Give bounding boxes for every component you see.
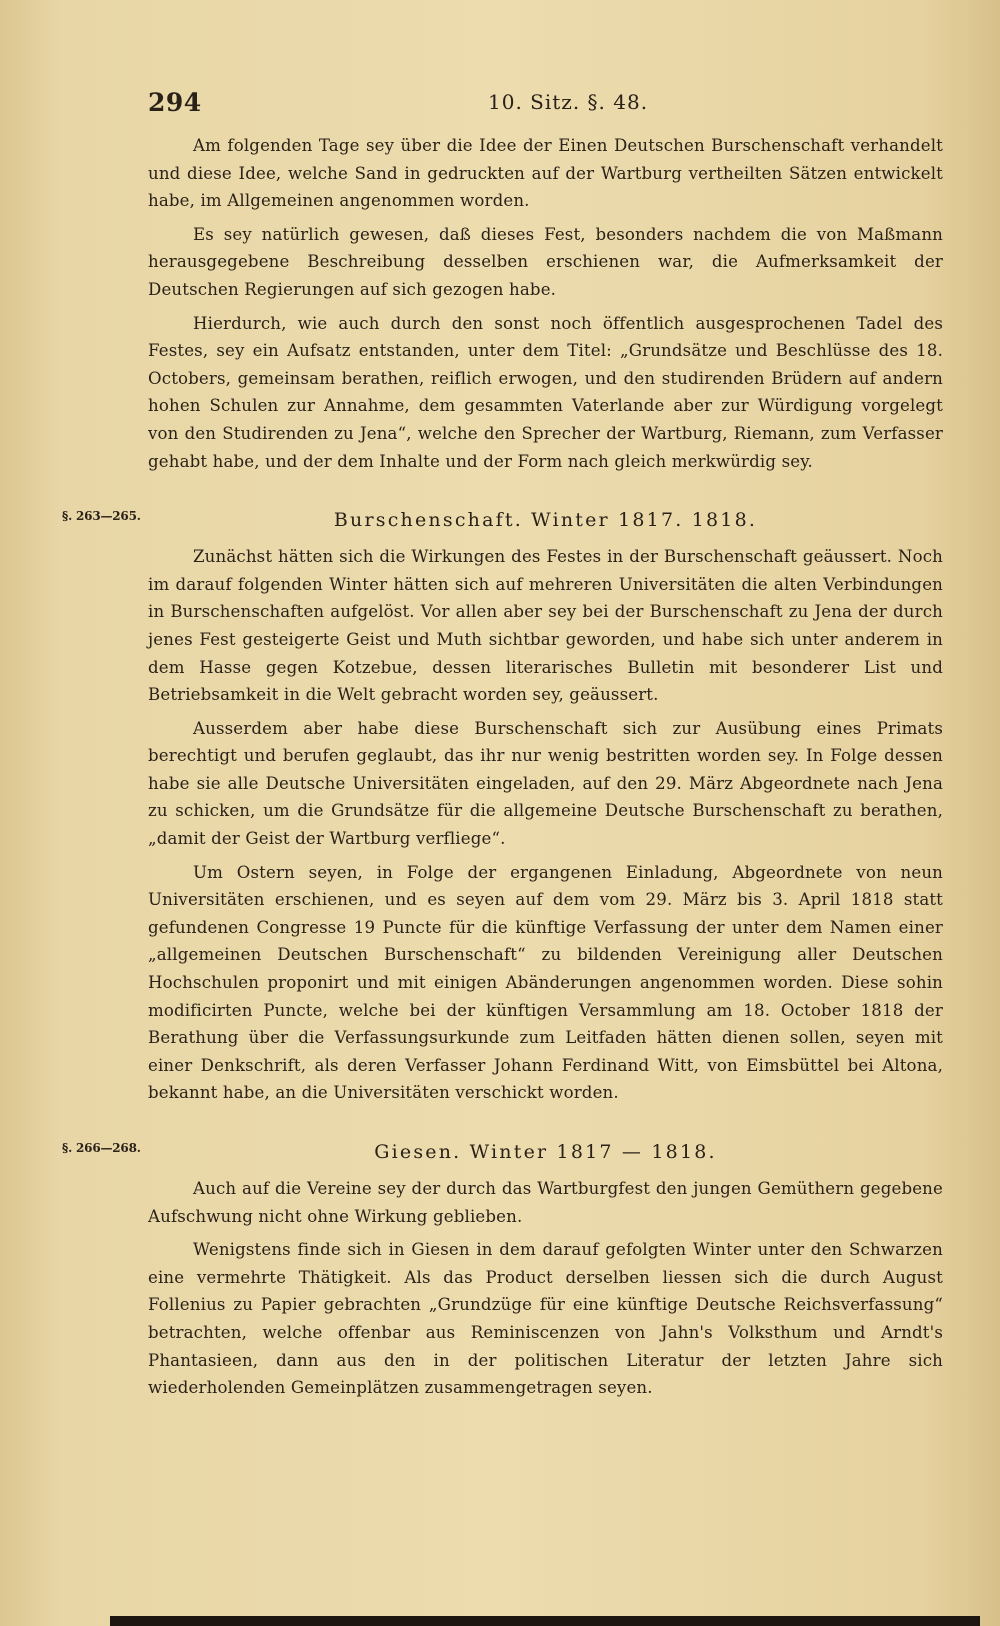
section-heading <box>62 1135 943 1169</box>
body-text <box>62 132 943 1408</box>
section-title: Burschenschaft. Winter 1817. 1818. <box>333 509 758 532</box>
paragraph: Zunächst hätten sich die Wirkungen des Festes in der Burschenschaft geäussert. Noch im darauf folgenden Winter hätten sich auf mehreren Universitäten die alten Verbindungen in Burschenschaften aufgelöst. Vor allen aber sey bei der Burschenschaft zu Jena der durch jenes Fest gesteigerte Geist und Muth sichtbar geworden, und habe sich unter anderem in dem Hasse gegen Kotzebue, dessen literarisches Bulletin mit besonderer List und Betriebsamkeit in die Welt gebracht worden sey, geäussert. <box>148 547 943 705</box>
paragraph: Es sey natürlich gewesen, daß dieses Fest, besonders nachdem die von Maßmann herausgegebene Beschreibung desselben erschienen war, die Aufmerksamkeit der Deutschen Regierungen auf sich gezogen habe. <box>148 224 943 299</box>
paragraph: Ausserdem aber habe diese Burschenschaft sich zur Ausübung eines Primats berechtigt und berufen geglaubt, das ihr nur wenig bestritten worden sey. In Folge dessen habe sie alle Deutsche Universitäten eingeladen, auf den 29. März Abgeordnete nach Jena zu schicken, um die Grundsätze für die allgemeine Deutsche Burschenschaft zu berathen, „damit der Geist der Wartburg verfliege“. <box>148 718 943 849</box>
scan-edge-shadow <box>110 1616 980 1626</box>
page-number: 294 <box>148 88 202 117</box>
section-reference: §. 263—265. <box>62 509 141 524</box>
section-title: Giesen. Winter 1817 — 1818. <box>374 1141 717 1163</box>
page-header <box>148 88 943 128</box>
paragraph: Hierdurch, wie auch durch den sonst noch öffentlich ausgesprochenen Tadel des Festes, sey ein Aufsatz entstanden, unter dem Titel: „Grundsätze und Beschlüsse des 18. Octobers, gemeinsam berathen, reiflich erwogen, und den studirenden Brüdern auf andern hohen Schulen zur Annahme, dem gesammten Vaterlande aber zur Würdigung vorgelegt von den Studirenden zu Jena“, welche den Sprecher der Wartburg, Riemann, zum Verfasser gehabt habe, und der dem Inhalte und der Form nach gleich merkwürdig sey. <box>148 313 943 471</box>
section-heading <box>62 503 943 537</box>
paragraph: Wenigstens finde sich in Giesen in dem darauf gefolgten Winter unter den Schwarzen eine vermehrte Thätigkeit. Als das Product derselben liessen sich die durch August Follenius zu Papier gebrachten „Grundzüge für eine künftige Deutsche Reichsverfassung“ betrachten, welche offenbar aus Reminiscenzen von Jahn's Volksthum und Arndt's Phantasieen, dann aus den in der politischen Literatur der letzten Jahre sich wiederholenden Gemeinplätzen zusammengetragen seyen. <box>148 1240 943 1398</box>
paragraph: Am folgenden Tage sey über die Idee der Einen Deutschen Burschenschaft verhandelt und diese Idee, welche Sand in gedruckten auf der Wartburg vertheilten Sätzen entwickelt habe, im Allgemeinen angenommen worden. <box>148 136 943 211</box>
section-reference: §. 266—268. <box>62 1141 141 1155</box>
running-head: 10. Sitz. §. 48. <box>488 90 649 114</box>
paragraph: Auch auf die Vereine sey der durch das Wartburgfest den jungen Gemüthern gegebene Aufschwung nicht ohne Wirkung geblieben. <box>148 1179 943 1226</box>
paragraph: Um Ostern seyen, in Folge der ergangenen Einladung, Abgeordnete von neun Universitäten erschienen, und es seyen auf dem vom 29. März bis 3. April 1818 statt gefundenen Congresse 19 Puncte für die künftige Verfassung der unter dem Namen einer „allgemeinen Deutschen Burschenschaft“ zu bildenden Vereinigung aller Deutschen Hochschulen proponirt und mit einigen Abänderungen angenommen worden. Diese sohin modificirten Puncte, welche bei der künftigen Versammlung am 18. October 1818 der Berathung über die Verfassungsurkunde zum Leitfaden hätten dienen sollen, seyen mit einer Denkschrift, als deren Verfasser Johann Ferdinand Witt, von Eimsbüttel bei Altona, bekannt habe, an die Universitäten verschickt worden. <box>148 862 943 1103</box>
